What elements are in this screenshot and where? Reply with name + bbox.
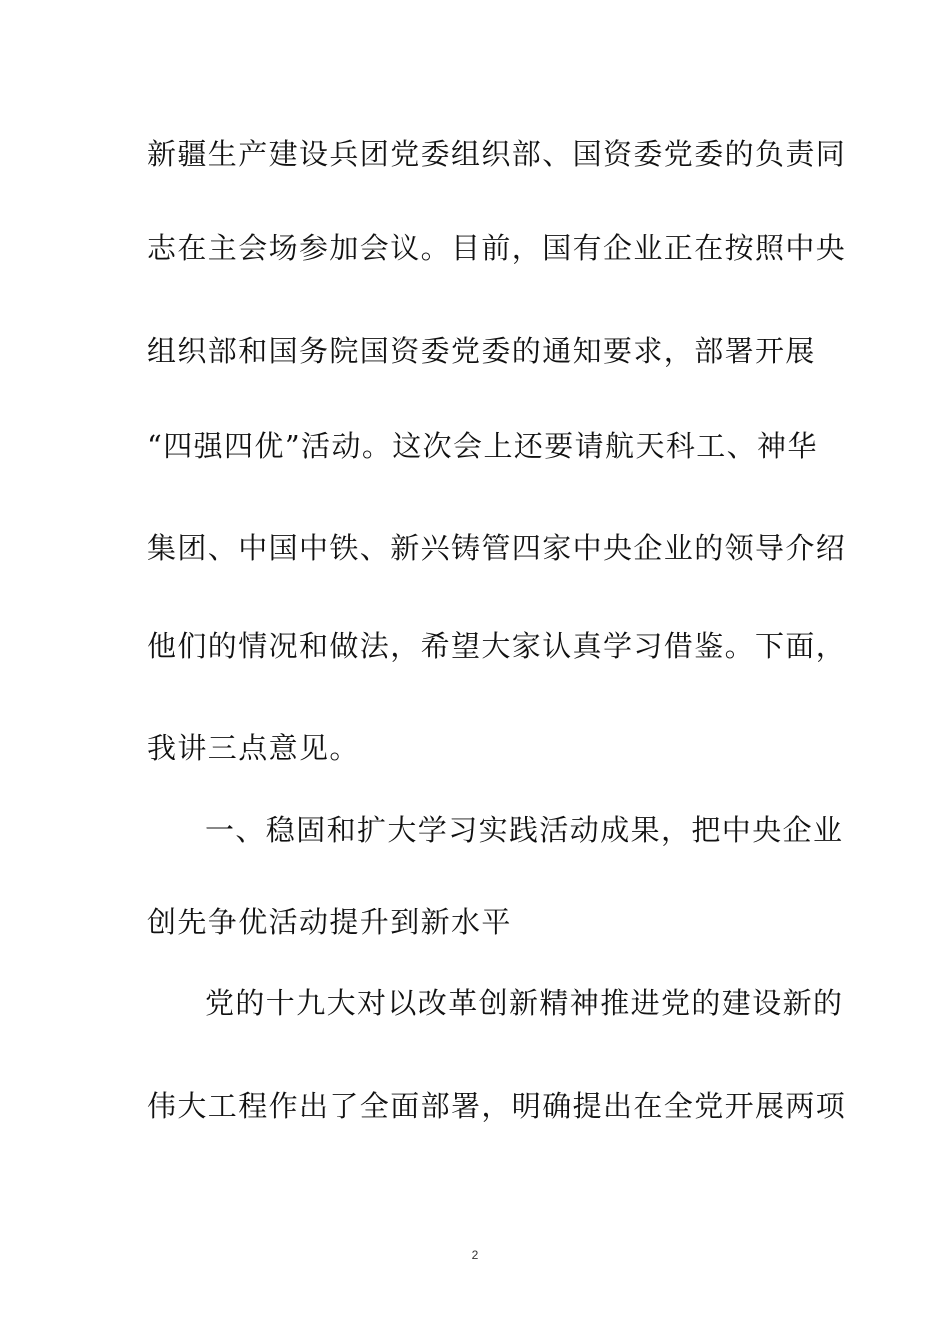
paragraph-line-2: 伟大工程作出了全面部署，明确提出在全党开展两项	[147, 1089, 847, 1123]
text-line-5: 集团、中国中铁、新兴铸管四家中央企业的领导介绍	[147, 531, 847, 565]
text-line-6: 他们的情况和做法，希望大家认真学习借鉴。下面，	[147, 629, 847, 663]
page-number: 2	[471, 1248, 479, 1262]
text-line-7: 我讲三点意见。	[147, 731, 360, 765]
text-line-3: 组织部和国务院国资委党委的通知要求，部署开展	[147, 334, 816, 368]
text-line-1: 新疆生产建设兵团党委组织部、国资委党委的负责同	[147, 137, 847, 171]
paragraph-line-1: 党的十九大对以改革创新精神推进党的建设新的	[205, 986, 844, 1020]
text-line-2: 志在主会场参加会议。目前，国有企业正在按照中央	[147, 231, 847, 265]
text-line-4: “四强四优”活动。这次会上还要请航天科工、神华	[147, 429, 818, 463]
section-heading-line-2: 创先争优活动提升到新水平	[147, 905, 512, 939]
section-heading-line-1: 一、稳固和扩大学习实践活动成果，把中央企业	[205, 813, 844, 847]
